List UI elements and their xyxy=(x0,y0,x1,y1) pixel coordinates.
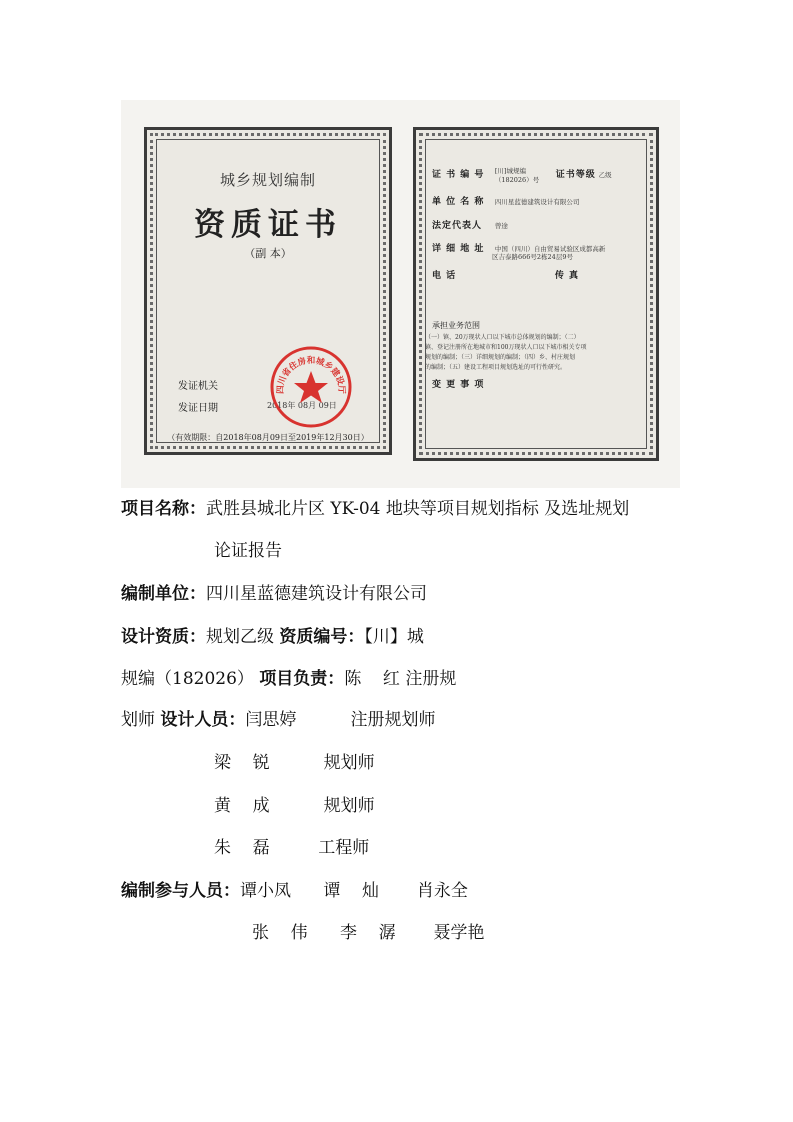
unit-label: 编制单位： xyxy=(121,584,206,604)
certificate-subtitle: 城乡规划编制 xyxy=(219,171,316,189)
project-name-value: 武胜县城北片区 YK-04 地块等项目规划指标 及选址规划 xyxy=(206,499,630,519)
copy-label: （副 本） xyxy=(244,247,292,260)
unit-value: 四川星蓝德建筑设计有限公司 xyxy=(494,198,580,206)
business-scope xyxy=(425,333,647,373)
scope-label: 承担业务范围 xyxy=(432,321,480,330)
participants-row: 张 伟 李 潺 聂学艳 xyxy=(252,923,485,943)
change-label xyxy=(432,377,492,390)
unit-line xyxy=(121,583,427,605)
seal-text: 四川省住房和城乡建设厅 xyxy=(275,356,347,395)
project-lead-label: 项目负责： xyxy=(259,669,345,689)
project-name-value-2: 论证报告 xyxy=(214,541,282,561)
project-name-label: 项目名称： xyxy=(121,499,206,519)
qualification-label: 设计资质： xyxy=(121,627,206,647)
grade-label: 证书等级 xyxy=(555,170,596,180)
designer-item: 梁 锐 规划师 xyxy=(214,753,375,773)
unit-label: 单 位 名 称 xyxy=(432,197,485,207)
unit-row xyxy=(432,194,579,207)
legal-rep-value: 曾途 xyxy=(494,222,508,230)
change-items-label: 变 更 事 项 xyxy=(432,380,485,390)
qualification-lead-line xyxy=(121,668,456,690)
designers-label: 设计人员： xyxy=(160,710,246,730)
scope-line: 规划的编制；（三）详细规划的编制；（四）乡、村庄规划 xyxy=(425,354,576,361)
designer-item: 闫思婷 注册规划师 xyxy=(245,710,436,730)
certificate-details-page xyxy=(413,127,659,461)
project-lead-value: 陈 红 注册规 xyxy=(344,669,457,689)
qualification-value: 规划乙级 xyxy=(206,627,274,647)
cert-number-value: [川]城规编（182026）号 xyxy=(494,167,540,184)
project-name-line-1 xyxy=(121,498,629,520)
grade-value: 乙级 xyxy=(598,171,612,179)
certificate-title: 资质证书 xyxy=(194,207,342,243)
legal-rep-label: 法定代表人 xyxy=(432,221,483,231)
scope-line: （一）镇、20万现状人口以下城市总体规划的编制；（二） xyxy=(425,334,580,341)
scope-line: 镇、登记注册所在地城市和100万现状人口以下城市相关专项 xyxy=(425,344,587,351)
phone-label: 电 话 xyxy=(432,271,457,281)
issue-date-label: 发证日期 xyxy=(178,403,218,414)
unit-value: 四川星蓝德建筑设计有限公司 xyxy=(206,584,427,604)
address-value: 中国（四川）自由贸易试验区成都高新 xyxy=(494,245,606,253)
project-lead-value-2: 划师 xyxy=(121,710,155,730)
address-row-2 xyxy=(492,252,573,262)
qualification-line xyxy=(121,626,424,648)
fax-label: 传 真 xyxy=(554,271,580,281)
cert-number-row xyxy=(432,167,612,185)
qualification-number-value: 【川】城 xyxy=(364,627,424,647)
legal-rep-row xyxy=(432,218,508,231)
designer-item: 黄 成 规划师 xyxy=(214,796,375,816)
star-icon xyxy=(294,371,328,403)
participants-line xyxy=(121,880,468,902)
qualification-number-label: 资质编号： xyxy=(279,627,365,647)
certificate-photo xyxy=(121,100,680,488)
issue-date-value: 2018年 08月 09日 xyxy=(267,401,337,410)
phone-row xyxy=(432,268,579,281)
cert-number-label: 证 书 编 号 xyxy=(432,170,485,180)
issuer-label: 发证机关 xyxy=(178,381,218,392)
scope-line: 的编制；（五）建设工程项目规划选址的可行性研究。 xyxy=(425,364,567,371)
address-value-2: 区吉泰路666号2栋24层9号 xyxy=(492,253,573,261)
designers-line xyxy=(121,709,435,731)
qualification-number-value-2: 规编（182026） xyxy=(121,669,254,689)
validity-period: （有效期限：自2018年08月09日至2019年12月30日） xyxy=(167,433,369,442)
official-seal xyxy=(269,345,353,429)
certificate-cover-page xyxy=(144,127,392,455)
designer-item: 朱 磊 工程师 xyxy=(214,838,370,858)
participants-label: 编制参与人员： xyxy=(121,881,240,901)
address-label: 详 细 地 址 xyxy=(432,244,485,254)
participants-row: 谭小凤 谭 灿 肖永全 xyxy=(240,881,468,901)
